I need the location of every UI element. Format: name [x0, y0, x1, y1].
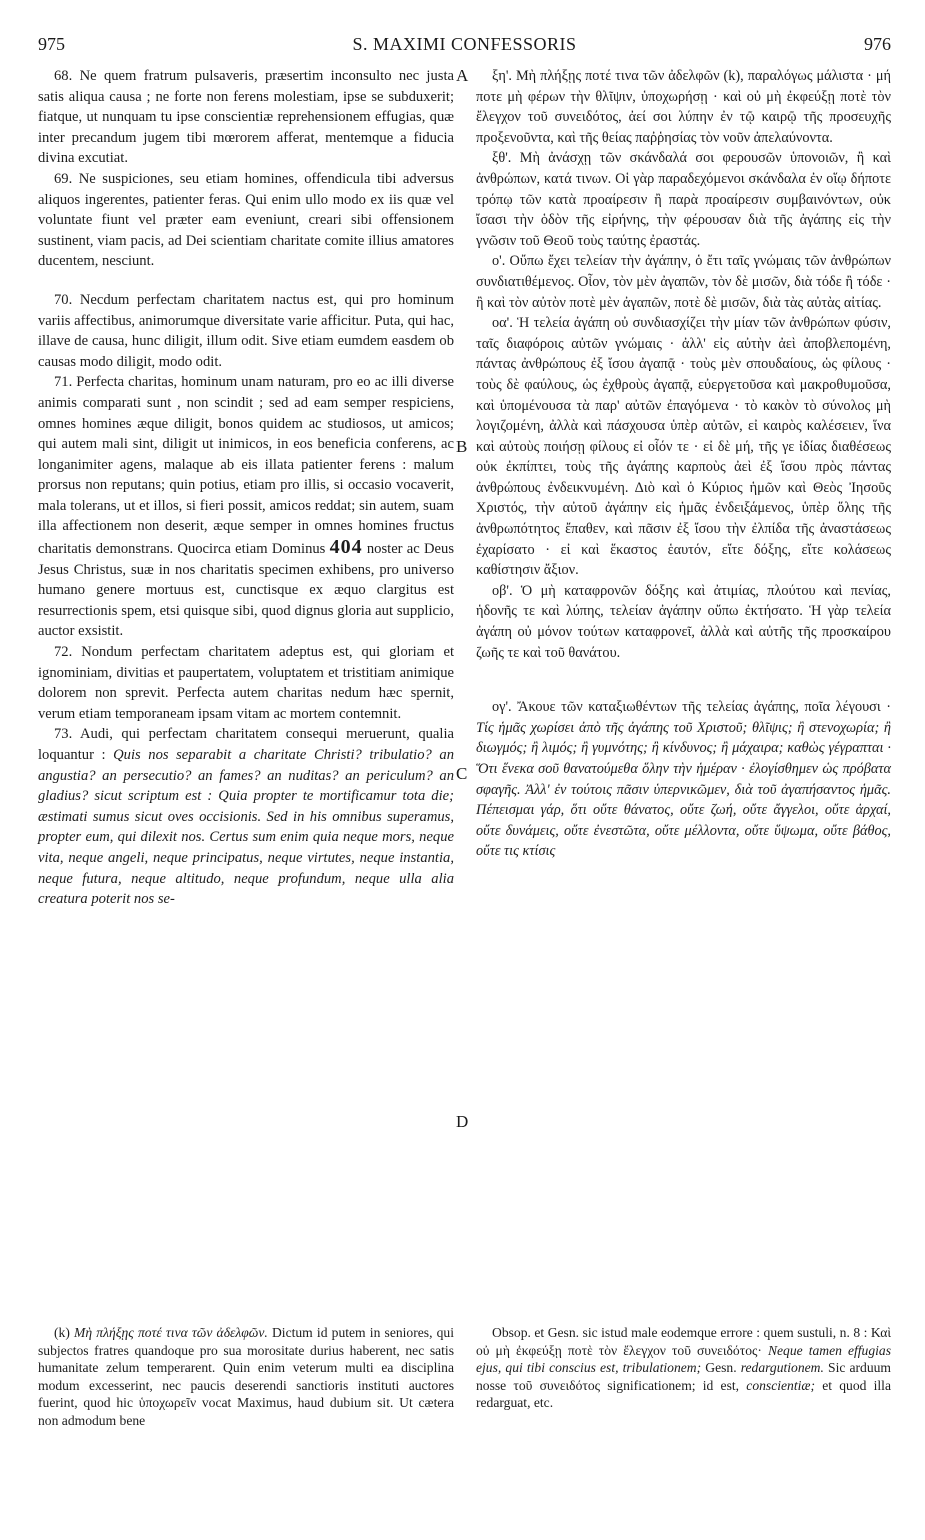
greek-paragraph-68: ξη'. Μὴ πλήξῃς ποτέ τινα τῶν ἀδελφῶν (k), παραλόγως μάλιστα · μή ποτε μὴ φέρων τὴν θλῖψιν, ὑποχωρήσῃ · καὶ οὐ μὴ ἐκφεύξῃ ποτὲ τὸν ἔλεγχον τοῦ συνειδότος, ἀεί σοι λύπην ἐν τῷ καιρῷ τῆς προσευχῆς προξενοῦντα, καὶ τῆς θείας παῤῥησίας τὸν νοῦν ἀπελαύνοντα.	[476, 68, 891, 146]
footnote-greek-lemma: Μὴ πλήξῃς ποτέ τινα τῶν ἀδελφῶν.	[74, 1325, 268, 1340]
footnote-right	[476, 1324, 891, 1412]
footnote-label: (k)	[54, 1325, 70, 1340]
margin-letter-c: C	[456, 764, 468, 783]
latin-paragraph-68: 68. Ne quem fratrum pulsaveris, præsertim inconsulto nec justa satis aliqua causa ; ne forte non ferens molestiam, ipse se subduxerit; fiatque, ut nunquam tu ipse conscientiæ reprehensionem effugias, quæ inter precandum jugem tibi mœrorem afferat, mentemque a fiducia divina excutiat.	[38, 68, 454, 167]
footnote-right-d: et quod illa redarguat, etc.	[476, 1377, 891, 1411]
latin-73-quote: Quis nos separabit a charitate Christi? tribulatio? an angustia? an persecutio? an fames? an nuditas? an periculum? an gladius? sicut scriptum est : Quia propter te mortificamur tota die; æstimati sumus sicut oves occisionis. Sed in his omnibus superamus, propter eum, qui dilexit nos. Certus sum enim quia neque mors, neque vita, neque angeli, neque principatus, neque virtutes, neque instantia, neque futura, neque altitudo, neque profundum, neque ulla alia creatura poterit nos se-	[38, 747, 454, 908]
greek-paragraph-73	[476, 697, 891, 862]
footnote-right-italic-1: Neque tamen effugias ejus, qui tibi conscius est, tribulationem;	[476, 1342, 891, 1376]
greek-paragraph-69: ξθ'. Μὴ ἀνάσχῃ τῶν σκάνδαλά σοι φερουσῶν ὑπονοιῶν, ἢ καὶ ἀνθρώπων, κατά τινων. Οἱ γὰρ παραδεχόμενοι σκάνδαλα ἐν οἵῳ δήποτε τρόπῳ τῶν κατὰ προαίρεσιν ἢ παρὰ προαίρεσιν συμβαινόντων, οὐκ ἴσασι τὴν ὁδὸν τῆς εἰρήνης, τὴν φέρουσαν διὰ τῆς ἀγάπης εἰς τὴν γνῶσιν τοῦ Θεοῦ τοὺς ταύτης ἐραστάς.	[476, 150, 891, 249]
footnote-right-c: Sic arduum nosse τοῦ συνειδότος significationem; id est,	[476, 1360, 892, 1393]
latin-paragraph-72: 72. Nondum perfectam charitatem adeptus est, qui gloriam et ignominiam, divitias et paupertatem, voluptatem et tristitiam animique dolorem non sprevit. Perfecta autem charitas nedum hæc spernit, verum etiam temporaneam ipsam vitam ac mortem contemnit.	[38, 644, 454, 722]
footnote-k	[38, 1324, 454, 1430]
latin-paragraph-71	[38, 372, 454, 642]
greek-73-intro: ογ'. Ἄκουε τῶν καταξιωθέντων τῆς τελείας ἀγάπης, ποῖα λέγουσι ·	[492, 699, 891, 716]
footnote-right-b: Gesn.	[705, 1360, 737, 1376]
footnote-continuation	[476, 1324, 891, 1412]
latin-71-part-2: noster ac Deus Jesus Christus, suæ in nos charitatis specimen exhibens, pro universo humano genere mortuus est, cunctisque ex æquo clargitus est resurrectionis spem, etsi quisque sibi, quod dignus gloria aut supplicio, auctor exsistit.	[38, 541, 454, 640]
margin-letter-d: D	[456, 1112, 469, 1131]
greek-paragraph-72: οβ'. Ὁ μὴ καταφρονῶν δόξης καὶ ἀτιμίας, πλούτου καὶ πενίας, ἡδονῆς τε καὶ λύπης, τελείαν ἀγάπην οὔπω ἐκτήσατο. Ἡ γὰρ τελεία ἀγάπη οὐ μόνον τούτων καταφρονεῖ, ἀλλὰ καὶ αὐτῆς τῆς προσκαίρου ζωῆς τε καὶ τοῦ θανάτου.	[476, 582, 891, 661]
latin-paragraph-69: 69. Ne suspiciones, seu etiam homines, offendicula tibi adversus aliquos ingerentes, patienter feras. Qui enim ullo modo ex iis quæ vel voluntate fiunt vel præter eam eveniunt, creari sibi offensionem sustinent, viam pacis, ad Dei scientiam charitate comite illius amatores ducentem, nesciunt.	[38, 170, 454, 270]
footnote-right-italic-3: conscientiæ;	[746, 1377, 815, 1393]
footnote-right-italic-2: redargutionem.	[740, 1360, 824, 1376]
latin-column	[38, 66, 454, 910]
column-number-404: 404	[329, 536, 363, 559]
margin-letter-b: B	[456, 437, 468, 456]
latin-73-intro: 73. Audi, qui perfectam charitatem consequi meruerunt, qualia loquantur :	[38, 726, 454, 763]
footnote-right-a: Obsop. et Gesn. sic istud male eodemque errore : quem sustuli, n. 8 : Καὶ οὐ μὴ ἐκφεύξῃ ποτὲ τὸν ἔλεγχον τοῦ συνειδότος·	[476, 1325, 891, 1358]
latin-71-part-1: 71. Perfecta charitas, hominum unam naturam, pro eo ac illi diverse animis comparati sunt , non scindit ; sed ad eam semper respiciens, omnes homines æque diligit, bonos quidem ac studiosos, ut amicos; qui autem mali sint, diligit ut inimicos, in eos beneficia conferens, ac longanimiter agens, malaque ab eis illata patienter ferens : malum prorsus non reputans; quin potius, etiam pro illis, si occasio vocaverit, mala tolerans, ut et illos, si fieri possit, amicos reddat; sin autem, suam illa affectionem non deserit, æque semper in omnes homines fructus charitatis demonstrans. Quocirca etiam Dominus	[38, 374, 454, 558]
greek-paragraph-70: ο'. Οὔπω ἔχει τελείαν τὴν ἀγάπην, ὁ ἔτι ταῖς γνώμαις τῶν ἀνθρώπων συνδιατιθέμενος. Οἷον, τὸν μὲν ἀγαπῶν, τὸν δὲ μισῶν, διὰ τόδε ἢ τόδε · ἢ καὶ τὸν αὐτὸν ποτὲ μὲν ἀγαπῶν, ποτὲ δὲ μισῶν, διὰ τὰς αὐτὰς αἰτίας.	[476, 253, 891, 311]
page-header	[38, 34, 891, 60]
greek-paragraph-71: οα'. Ἡ τελεία ἀγάπη οὐ συνδιασχίζει τὴν μίαν τῶν ἀνθρώπων φύσιν, ταῖς διαφόροις αὐτῶν γνώμαις · ἀλλ' εἰς αὐτὴν ἀεὶ ἀποβλεπομένη, πάντας ἀνθρώπους ἐξ ἴσου ἀγαπᾷ · τοὺς μὲν σπουδαίους, ὡς φίλους · τοὺς δὲ φαύλους, ὡς ἐχθροὺς ἀγαπᾷ, εὐεργετοῦσα καὶ μακροθυμοῦσα, καὶ ὑπομένουσα τὰ παρ' αὐτῶν ἐπαγόμενα · τὸ κακὸν τὸ σύνολος μὴ λογιζομένη, ἀλλὰ καὶ πάσχουσα ὑπὲρ αὐτῶν, εἰ καιρὸς καλέσειεν, ἵνα καὶ αὐτοὺς ποιήσῃ φίλους εἰ οἷόν τε · εἰ δὲ μή, τῆς γε ἰδίας διαθέσεως οὐκ ἐκπίπτει, τοὺς τῆς ἀγάπης καρποὺς ἀεὶ ἐξ ἴσου πρὸς πάντας ἀνθρώπους ἐνδεικνυμένη. Διὸ καὶ ὁ Κύριος ἡμῶν καὶ Θεὸς Ἰησοῦς Χριστός, τὴν αὐτοῦ ἀγάπην εἰς ἡμᾶς ἐνδειξάμενος, ὑπὲρ ὅλης τῆς ἀνθρωπότητος ἔπαθεν, καὶ πᾶσιν ἐξ ἴσου τὴν ἐλπίδα τῆς ἀναστάσεως ἐχαρίσατο · εἰ καὶ ἕκαστος ἑαυτόν, εἴτε δόξης, εἴτε κολάσεως καθίστησιν ἄξιον.	[476, 315, 891, 579]
footnote-text: Dictum id putem in seniores, qui subjectos fratres quandoque pro sua morositate durius haberent, nec satis humanitate zelum temperarent. Quin enim veterum multi ea disciplina modum excesserint, nec paucis deserendi sanctioris instituti auctores fuerint, quod hic ὑποχωρεῖν vocat Maximus, haud dubium sit. Ut cætera non admodum bene	[38, 1325, 454, 1428]
greek-column	[476, 66, 891, 862]
footnote-left	[38, 1324, 454, 1430]
latin-paragraph-70: 70. Necdum perfectam charitatem nactus est, qui pro hominum variis affectibus, animorumque diversitate varie afficitur. Puta, qui hac, illave de causa, hunc diligit, illum odit. Sive etiam eumdem easdem ob causas modo diligit, modo odit.	[38, 291, 454, 370]
running-title: S. MAXIMI CONFESSORIS	[352, 34, 577, 54]
page-number-left: 975	[38, 34, 65, 54]
margin-letter-a: A	[456, 66, 469, 85]
greek-73-quote: Τίς ἡμᾶς χωρίσει ἀπὸ τῆς ἀγάπης τοῦ Χριστοῦ; θλῖψις; ἢ στενοχωρία; ἢ διωγμός; ἢ λιμός; ἢ γυμνότης; ἢ κίνδυνος; ἢ μάχαιρα; καθὼς γέγραπται · Ὅτι ἕνεκα σοῦ θανατούμεθα ὅλην τὴν ἡμέραν · ἐλογίσθημεν ὡς πρόβατα σφαγῆς. Ἀλλ' ἐν τούτοις πᾶσιν ὑπερνικῶμεν, διὰ τοῦ ἀγαπήσαντος ἡμᾶς. Πέπεισμαι γάρ, ὅτι οὔτε θάνατος, οὔτε ζωή, οὔτε ἄγγελοι, οὔτε ἀρχαί, οὔτε δυνάμεις, οὔτε ἐνεστῶτα, οὔτε μέλλοντα, οὔτε ὕψωμα, οὔτε βάθος, οὔτε τις κτίσις	[476, 719, 891, 860]
page-number-right: 976	[864, 34, 891, 54]
latin-paragraph-73	[38, 724, 454, 909]
